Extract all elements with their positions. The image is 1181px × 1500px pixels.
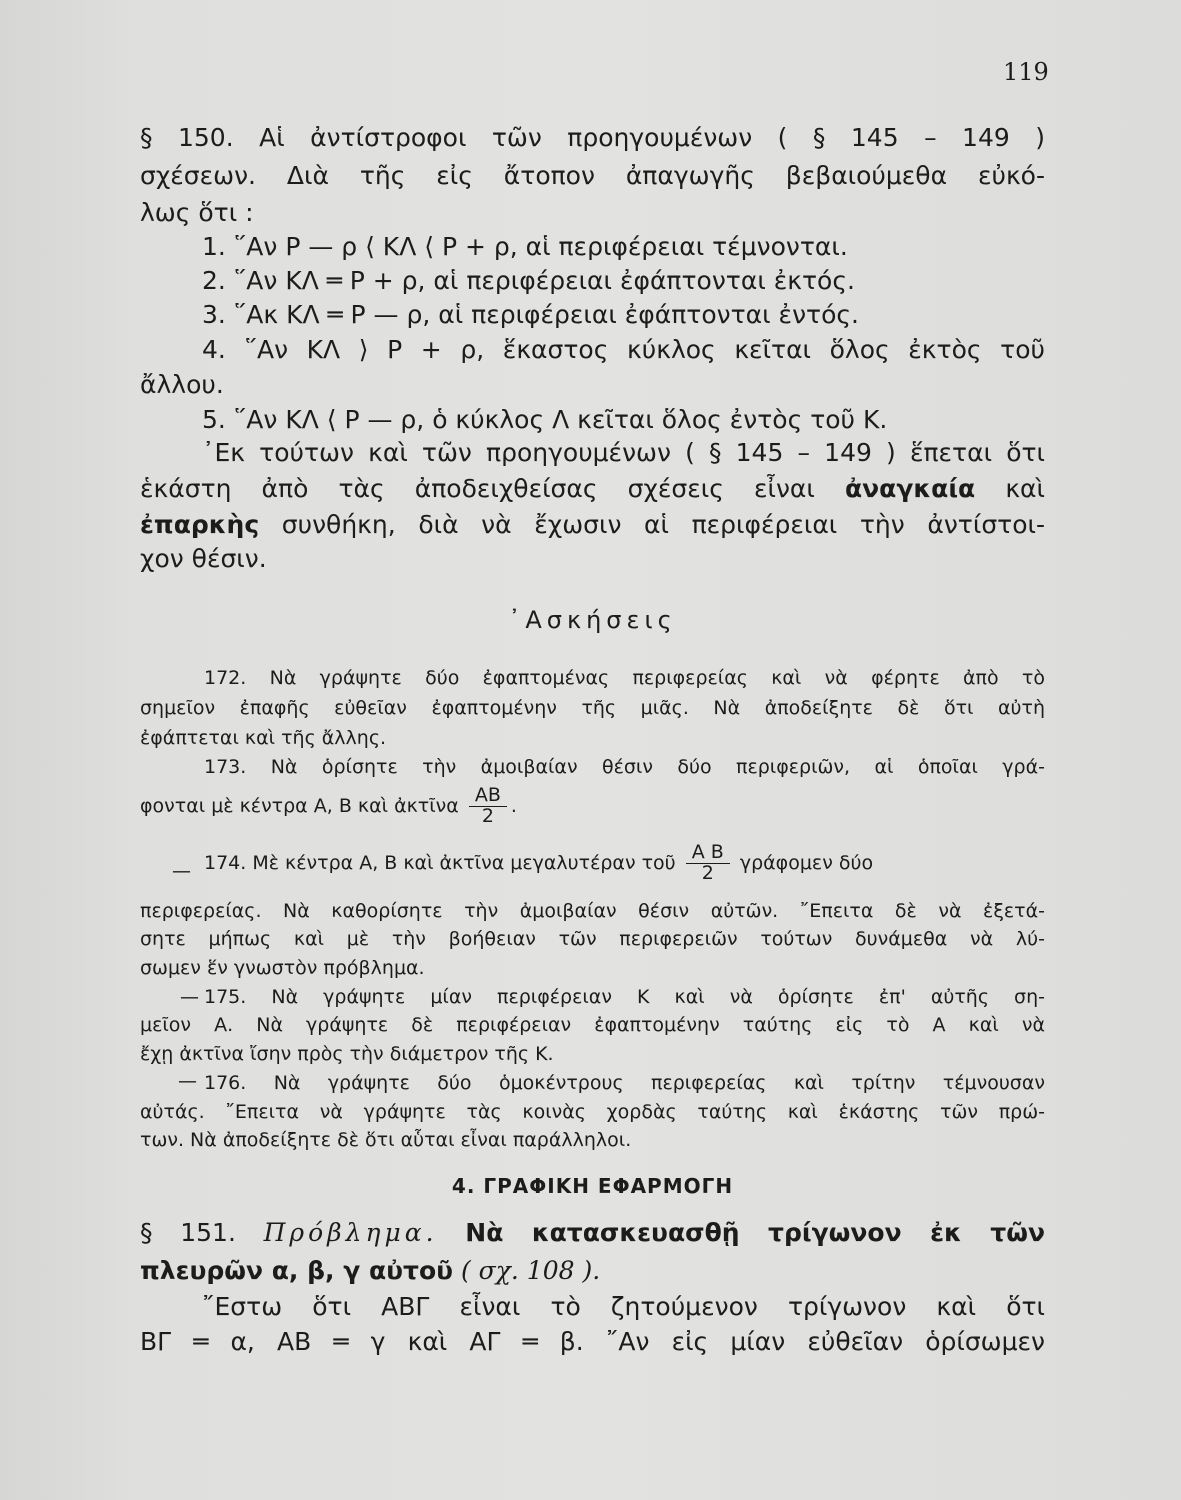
s151-line-4: ΒΓ ═ α, ΑΒ ═ γ καὶ ΑΓ ═ β. ῎Αν εἰς μίαν εὐθεῖαν ὁρίσωμεν [140, 1327, 1045, 1356]
s150-para-line-4: χον θέσιν. [140, 544, 267, 573]
para-text: καὶ [1005, 474, 1046, 503]
exercise-text: γράφομεν δύο [739, 851, 874, 874]
s150-item-4-cont: ἄλλου. [140, 370, 224, 399]
section-4-title: 4. ΓΡΑΦΙΚΗ ΕΦΑΡΜΟΓΗ [451, 1174, 734, 1198]
fraction-denominator: 2 [701, 861, 714, 884]
page-number: 119 [1003, 58, 1049, 86]
s150-para-line-2 [140, 476, 1045, 501]
problem-statement: πλευρῶν α, β, γ αὐτοῦ [140, 1256, 454, 1285]
s150-item-4: 4. ῞Αν ΚΛ ⟩ Ρ + ρ, ἕκαστος κύκλος κεῖται ὅλος ἐκτὸς τοῦ [202, 335, 1045, 364]
s150-item-1: 1. ῞Αν Ρ — ρ ⟨ ΚΛ ⟨ Ρ + ρ, αἱ περιφέρειαι τέμνονται. [202, 232, 848, 261]
para-text: συνθήκη, διὰ νὰ ἔχωσιν αἱ περιφέρειαι τὴν ἀντίστοι- [281, 510, 1045, 539]
s150-line-3: λως ὅτι : [140, 198, 254, 227]
exercise-172-line-3: ἐφάπτεται καὶ τῆς ἄλλης. [140, 727, 387, 749]
exercise-174-line-1 [140, 843, 1045, 884]
margin-dash: — [172, 860, 191, 882]
problem-statement: Νὰ κατασκευασθῇ τρίγωνον ἐκ τῶν [465, 1218, 1045, 1247]
exercise-173-line-1: 173. Νὰ ὁρίσητε τὴν ἀμοιβαίαν θέσιν δύο περιφεριῶν, αἱ ὁποῖαι γρά- [204, 756, 1045, 778]
exercise-176-line-3: των. Νὰ ἀποδείξητε δὲ ὅτι αὗται εἶναι παράλληλοι. [140, 1129, 632, 1151]
s151-number: § 151. [140, 1218, 236, 1247]
exercise-175-line-2: μεῖον Α. Νὰ γράψητε δὲ περιφέρειαν ἐφαπτομένην ταύτης εἰς τὸ Α καὶ νὰ [140, 1014, 1045, 1036]
exercise-174-line-4: σωμεν ἕν γνωστὸν πρόβλημα. [140, 957, 425, 979]
exercises-heading: ᾿Ασκήσεις [508, 606, 677, 634]
fraction-denominator: 2 [481, 804, 494, 827]
s150-line-1: § 150. Αἱ ἀντίστροφοι τῶν προηγουμένων ( § 145 – 149 ) [140, 123, 1045, 152]
emphasis-sufficient: ἐπαρκὴς [140, 510, 260, 539]
exercise-text: 174. Μὲ κέντρα Α, Β καὶ ἀκτῖνα μεγαλυτέραν τοῦ [204, 851, 676, 874]
s150-line-2: σχέσεων. Διὰ τῆς εἰς ἄτοπον ἀπαγωγῆς βεβαιούμεθα εὐκό- [140, 161, 1045, 190]
exercise-175-line-3: ἔχῃ ἀκτῖνα ἴσην πρὸς τὴν διάμετρον τῆς Κ. [140, 1043, 554, 1065]
emphasis-necessary: ἀναγκαία [844, 474, 976, 503]
exercise-text: φονται μὲ κέντρα Α, Β καὶ ἀκτῖνα [140, 794, 459, 817]
s151-line-2 [140, 1258, 1045, 1283]
para-text: ἑκάστη ἀπὸ τὰς ἀποδειχθείσας σχέσεις εἶναι [140, 474, 815, 503]
s151-line-1 [140, 1220, 1045, 1245]
s150-item-2: 2. ῞Αν ΚΛ ═ Ρ + ρ, αἱ περιφέρειαι ἐφάπτονται ἐκτός. [202, 266, 855, 295]
exercise-176-line-2: αὐτάς. ῎Επειτα νὰ γράψητε τὰς κοινὰς χορδὰς ταύτης καὶ ἑκάστης τῶν πρώ- [140, 1101, 1045, 1123]
fraction-numerator: ΑΒ [469, 786, 507, 807]
fraction-numerator: Α Β [686, 843, 730, 864]
fraction-ab-over-2 [686, 843, 730, 884]
exercise-175-line-1: 175. Νὰ γράψητε μίαν περιφέρειαν Κ καὶ νὰ ὁρίσητε ἐπ' αὐτῆς ση- [204, 986, 1045, 1008]
exercise-174-line-2: περιφερείας. Νὰ καθορίσητε τὴν ἀμοιβαίαν θέσιν αὐτῶν. ῎Επειτα δὲ νὰ ἐξετά- [140, 900, 1045, 922]
s150-para-line-3 [140, 512, 1045, 537]
exercise-172-line-2: σημεῖον ἐπαφῆς εὐθεῖαν ἐφαπτομένην τῆς μιᾶς. Νὰ ἀποδείξητε δὲ ὅτι αὐτὴ [140, 697, 1045, 719]
exercise-172-line-1: 172. Νὰ γράψητε δύο ἐφαπτομένας περιφερείας καὶ νὰ φέρητε ἀπὸ τὸ [204, 667, 1045, 689]
margin-dash: — [180, 986, 199, 1008]
s150-item-3: 3. ῞Ακ ΚΛ ═ Ρ — ρ, αἱ περιφέρειαι ἐφάπτονται ἐντός. [202, 300, 859, 329]
s150-para-line-1: ᾿Εκ τούτων καὶ τῶν προηγουμένων ( § 145 – 149 ) ἕπεται ὅτι [202, 438, 1045, 467]
exercise-174-line-3: σητε μήπως καὶ μὲ τὴν βοήθειαν τῶν περιφερειῶν τούτων δυνάμεθα νὰ λύ- [140, 928, 1045, 950]
s150-item-5: 5. ῞Αν ΚΛ ⟨ Ρ — ρ, ὁ κύκλος Λ κεῖται ὅλος ἐντὸς τοῦ Κ. [202, 405, 888, 434]
exercise-176-line-1: 176. Νὰ γράψητε δύο ὁμοκέντρους περιφερείας καὶ τρίτην τέμνουσαν [204, 1072, 1045, 1094]
fraction-ab-over-2 [469, 786, 507, 827]
margin-dash: — [178, 1070, 197, 1092]
exercise-text: . [510, 794, 517, 817]
exercise-173-line-2 [140, 786, 1045, 827]
figure-reference: ( σχ. 108 ). [460, 1256, 601, 1285]
problem-label: Πρόβλημα. [263, 1218, 438, 1247]
s151-line-3: ῎Εστω ὅτι ΑΒΓ εἶναι τὸ ζητούμενον τρίγωνον καὶ ὅτι [202, 1292, 1045, 1321]
